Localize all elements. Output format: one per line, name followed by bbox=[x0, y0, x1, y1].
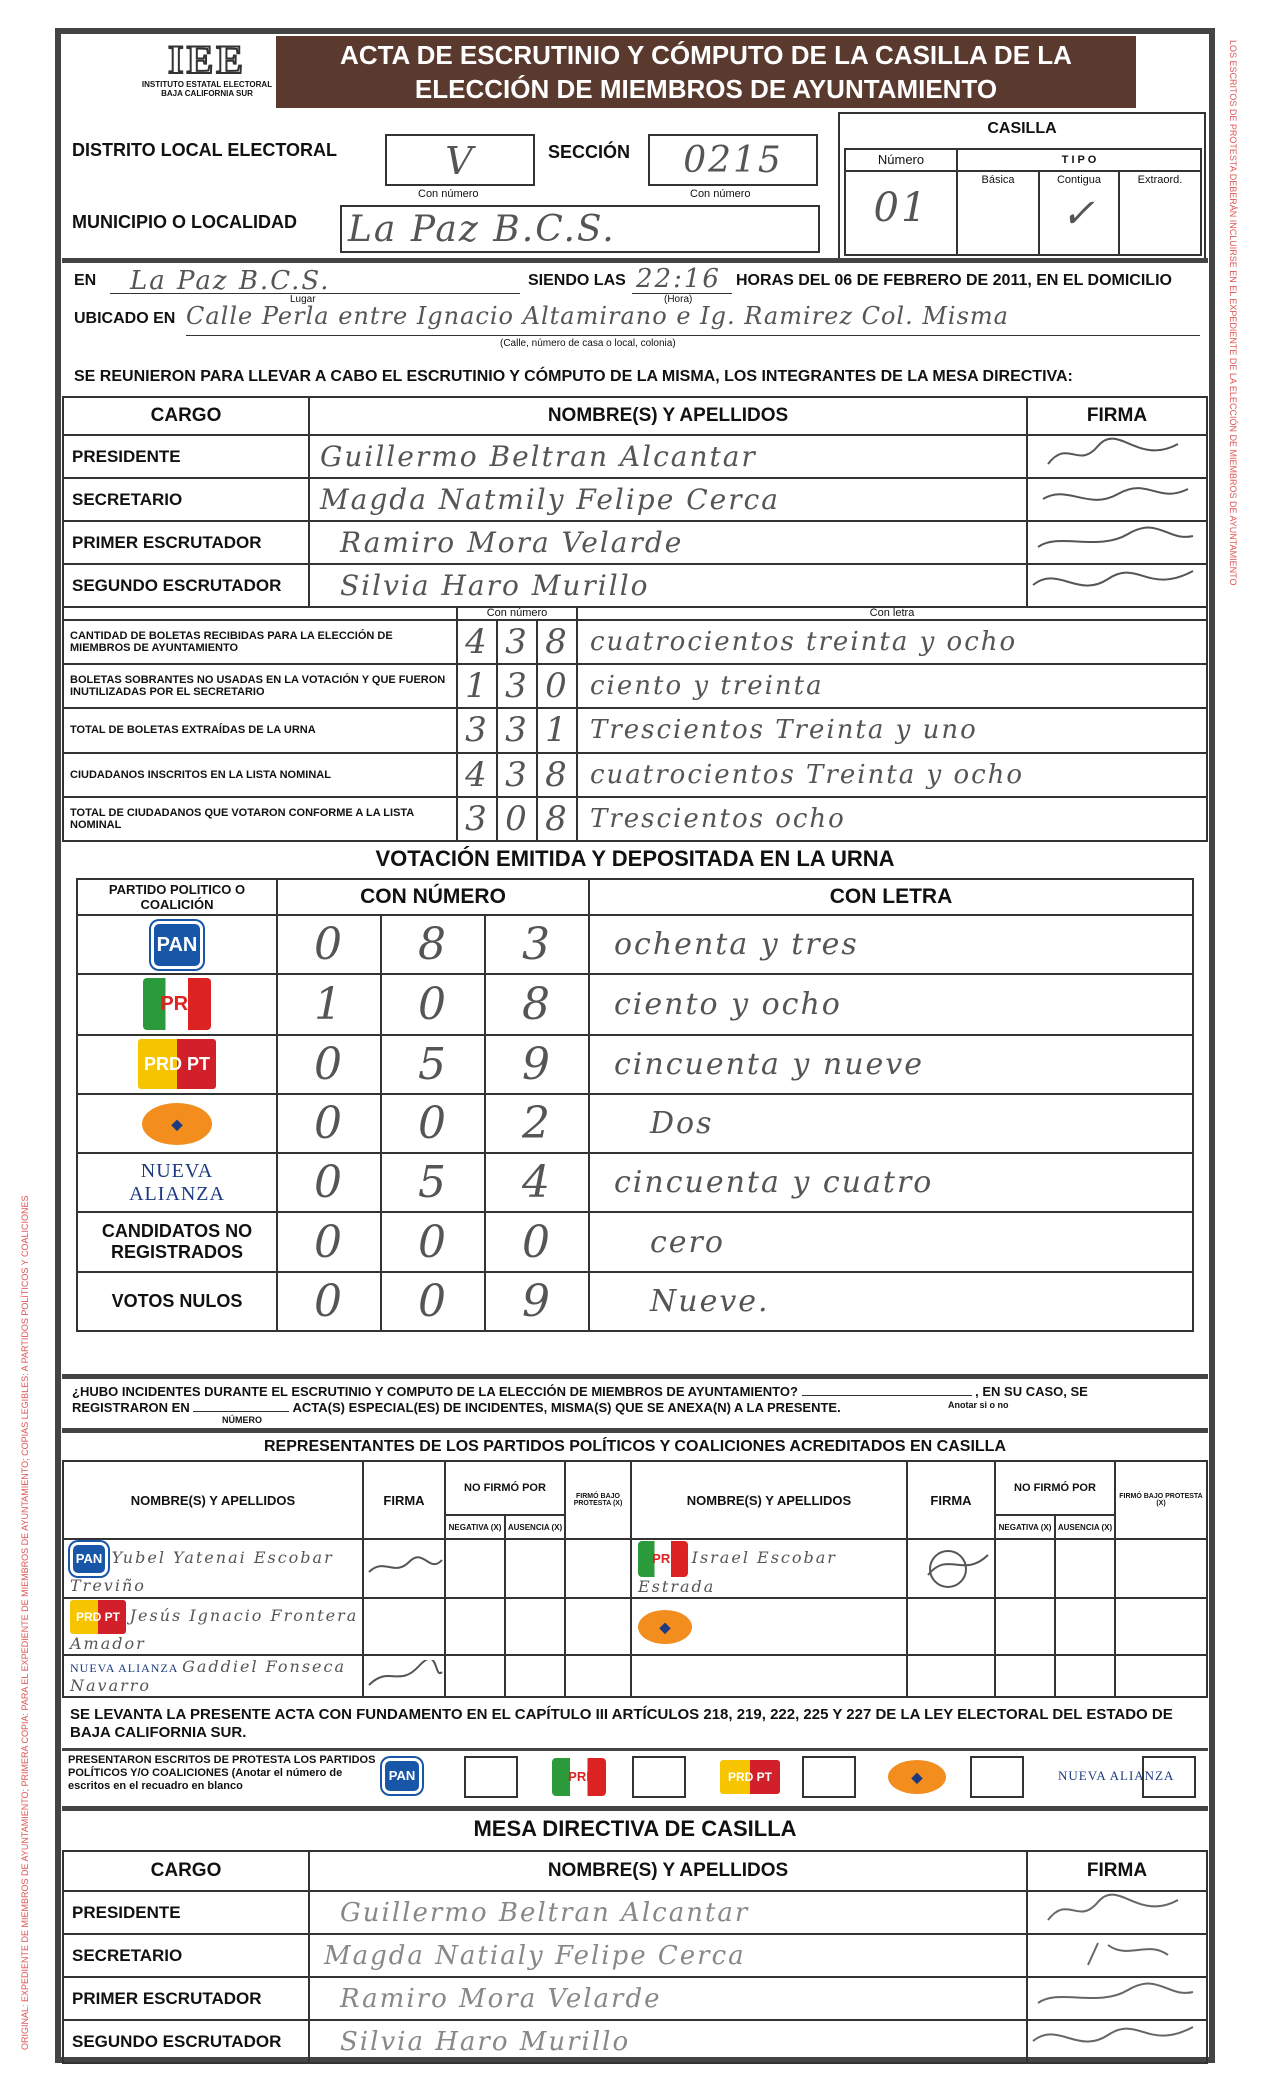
votos-pri-letra: ciento y ocho bbox=[589, 974, 1193, 1034]
prd-pt-logo-icon: PRD PT bbox=[138, 1039, 216, 1089]
rep-firma-prd bbox=[363, 1598, 445, 1655]
mesa2-title: MESA DIRECTIVA DE CASILLA bbox=[473, 1816, 797, 1841]
rep-prot-prd bbox=[565, 1598, 631, 1655]
signature-icon bbox=[1028, 1892, 1198, 1928]
boletas-d3-sobrantes: 0 bbox=[537, 664, 577, 708]
municipio-box bbox=[340, 205, 820, 253]
distrito-label: DISTRITO LOCAL ELECTORAL bbox=[72, 140, 338, 160]
boletas-letra-extraidas: Trescientos Treinta y uno bbox=[577, 708, 1207, 752]
mesa2-table bbox=[62, 1850, 1208, 2064]
rep-empty-aus bbox=[1055, 1655, 1115, 1697]
mesa-nombres-header: NOMBRE(S) Y APELLIDOS bbox=[309, 397, 1027, 435]
casilla-title: CASILLA bbox=[987, 120, 1057, 137]
firma-secretario bbox=[1027, 478, 1207, 521]
mesa2-firma-segundo bbox=[1027, 2020, 1207, 2063]
nueva-alianza-logo-icon: NUEVA ALIANZA bbox=[1058, 1768, 1175, 1783]
hora-value: 22:16 bbox=[636, 264, 721, 294]
horas-text: HORAS DEL 06 DE FEBRERO DE 2011, EN EL DOMICILIO bbox=[736, 272, 1172, 289]
votos-noreg-letra: cero bbox=[589, 1212, 1193, 1271]
rep-firma-pri bbox=[907, 1539, 995, 1598]
rep-row-pri bbox=[631, 1539, 907, 1598]
votos-nulos-d2: 0 bbox=[381, 1272, 485, 1331]
mesa2-cargo-presidente: PRESIDENTE bbox=[63, 1891, 309, 1934]
calle-hint: (Calle, número de casa o local, colonia) bbox=[500, 338, 676, 349]
reps-negativa-right: NEGATIVA (X) bbox=[995, 1515, 1055, 1539]
rep-neg-pri bbox=[995, 1539, 1055, 1598]
rep-firma-conv bbox=[907, 1598, 995, 1655]
reps-protesta-left: FIRMÓ BAJO PROTESTA (X) bbox=[565, 1461, 631, 1539]
mesa2-cargo-segundo: SEGUNDO ESCRUTADOR bbox=[63, 2020, 309, 2063]
rep-prot-na bbox=[565, 1655, 631, 1697]
mesa2-cargo-header: CARGO bbox=[63, 1851, 309, 1891]
reps-ausencia-right: AUSENCIA (X) bbox=[1055, 1515, 1115, 1539]
rep-row-pan bbox=[63, 1539, 363, 1598]
incidentes-question: ¿HUBO INCIDENTES DURANTE EL ESCRUTINIO Y COMPUTO DE LA ELECCIÓN DE MIEMBROS DE AYUNTAMIENTO? bbox=[72, 1384, 798, 1399]
boletas-d3-recibidas: 8 bbox=[537, 620, 577, 664]
votacion-letra-header: CON LETRA bbox=[589, 879, 1193, 915]
signature-icon bbox=[1028, 436, 1198, 472]
boletas-d1-sobrantes: 1 bbox=[457, 664, 497, 708]
municipio-value: La Paz B.C.S. bbox=[348, 209, 616, 250]
votos-conv-d2: 0 bbox=[381, 1094, 485, 1153]
votos-pri-d3: 8 bbox=[485, 974, 589, 1034]
pan-logo-icon: PAN bbox=[70, 1542, 108, 1576]
boletas-label-extraidas: TOTAL DE BOLETAS EXTRAÍDAS DE LA URNA bbox=[63, 708, 457, 752]
mesa2-firma-primer bbox=[1027, 1977, 1207, 2020]
rep-prot-pri bbox=[1115, 1539, 1207, 1598]
casilla-box bbox=[838, 112, 1206, 260]
rep-nombre-pan: Yubel Yatenai Escobar Treviño bbox=[70, 1548, 334, 1596]
reps-nombres-left: NOMBRE(S) Y APELLIDOS bbox=[63, 1461, 363, 1539]
mesa-firma-header: FIRMA bbox=[1027, 397, 1207, 435]
mesa2-cargo-primer: PRIMER ESCRUTADOR bbox=[63, 1977, 309, 2020]
boletas-d3-inscritos: 8 bbox=[537, 753, 577, 797]
mesa-cargo-secretario: SECRETARIO bbox=[63, 478, 309, 521]
mesa-cargo-header: CARGO bbox=[63, 397, 309, 435]
side-note-left: ORIGINAL: EXPEDIENTE DE MIEMBROS DE AYUNTAMIENTO; PRIMERA COPIA: PARA EL EXPEDIENTE DE MIEMBROS DE AYUNTAMIENTO; COPIAS LEGIBLES: A PARTIDOS POLÍTICOS Y COALICIONES bbox=[20, 1195, 30, 2050]
tipo-basica: Básica bbox=[958, 172, 1040, 254]
pri-logo-icon: PRI bbox=[638, 1541, 688, 1577]
title-line-1: ACTA DE ESCRUTINIO Y CÓMPUTO DE LA CASILLA DE LA bbox=[340, 40, 1072, 70]
boletas-label-sobrantes: BOLETAS SOBRANTES NO USADAS EN LA VOTACIÓN Y QUE FUERON INUTILIZADAS POR EL SECRETARIO bbox=[63, 664, 457, 708]
votos-prd-letra: cincuenta y nueve bbox=[589, 1035, 1193, 1094]
votos-prd-d2: 5 bbox=[381, 1035, 485, 1094]
incidentes-registraron: REGISTRARON EN bbox=[72, 1400, 190, 1415]
hora-hint: (Hora) bbox=[664, 294, 693, 305]
mesa-cargo-primer: PRIMER ESCRUTADOR bbox=[63, 521, 309, 564]
boletas-letra-recibidas: cuatrocientos treinta y ocho bbox=[577, 620, 1207, 664]
casilla-numero-value: 01 bbox=[873, 185, 929, 231]
prd-pt-logo-icon: PRD PT bbox=[720, 1760, 780, 1794]
votos-noreg-d1: 0 bbox=[277, 1212, 381, 1271]
ubicado-line bbox=[186, 302, 1200, 336]
rep-row-conv bbox=[631, 1598, 907, 1655]
reps-nombres-right: NOMBRE(S) Y APELLIDOS bbox=[631, 1461, 907, 1539]
boletas-letra-sobrantes: ciento y treinta bbox=[577, 664, 1207, 708]
votos-noreg-d3: 0 bbox=[485, 1212, 589, 1271]
party-prd-pt bbox=[77, 1035, 277, 1094]
nulos-label: VOTOS NULOS bbox=[77, 1272, 277, 1331]
votos-na-d1: 0 bbox=[277, 1153, 381, 1212]
votos-nulos-letra: Nueve. bbox=[589, 1272, 1193, 1331]
reps-protesta-right: FIRMÓ BAJO PROTESTA (X) bbox=[1115, 1461, 1207, 1539]
protesta-box-na[interactable] bbox=[1142, 1756, 1196, 1798]
reps-title: REPRESENTANTES DE LOS PARTIDOS POLÍTICOS Y COALICIONES ACREDITADOS EN CASILLA bbox=[264, 1438, 1006, 1455]
firma-segundo bbox=[1027, 564, 1207, 607]
reunieron-text: SE REUNIERON PARA LLEVAR A CABO EL ESCRUTINIO Y CÓMPUTO DE LA MISMA, LOS INTEGRANTES DE LA MESA DIRECTIVA: bbox=[74, 368, 1073, 385]
rep-nombre-prd: Jesús Ignacio Frontera Amador bbox=[70, 1606, 359, 1654]
municipio-label: MUNICIPIO O LOCALIDAD bbox=[72, 212, 297, 232]
votos-pan-d3: 3 bbox=[485, 915, 589, 974]
votos-pan-d1: 0 bbox=[277, 915, 381, 974]
mesa-cargo-presidente: PRESIDENTE bbox=[63, 435, 309, 478]
boletas-d2-inscritos: 3 bbox=[497, 753, 537, 797]
reps-firma-left: FIRMA bbox=[363, 1461, 445, 1539]
boletas-blank bbox=[63, 606, 457, 620]
incidentes-su-caso: , EN SU CASO, SE bbox=[975, 1384, 1088, 1399]
signature-icon bbox=[1028, 1935, 1198, 1971]
siendo-label: SIENDO LAS bbox=[528, 272, 626, 289]
incidentes-numero-hint: NÚMERO bbox=[222, 1415, 262, 1425]
mesa-nombre-secretario: Magda Natmily Felipe Cerca bbox=[309, 478, 1027, 521]
boletas-d3-extraidas: 1 bbox=[537, 708, 577, 752]
votacion-title: VOTACIÓN EMITIDA Y DEPOSITADA EN LA URNA bbox=[375, 846, 895, 871]
pri-logo-icon: PRI bbox=[552, 1758, 606, 1796]
mesa2-firma-presidente bbox=[1027, 1891, 1207, 1934]
rep-row-prd bbox=[63, 1598, 363, 1655]
signature-icon bbox=[908, 1545, 994, 1589]
votos-pan-letra: ochenta y tres bbox=[589, 915, 1193, 974]
reps-ausencia-left: AUSENCIA (X) bbox=[505, 1515, 565, 1539]
distrito-box bbox=[385, 134, 535, 186]
votos-na-d3: 4 bbox=[485, 1153, 589, 1212]
rep-empty-firma bbox=[907, 1655, 995, 1697]
votos-noreg-d2: 0 bbox=[381, 1212, 485, 1271]
casilla-inner bbox=[844, 148, 1202, 256]
votos-conv-letra: Dos bbox=[589, 1094, 1193, 1153]
rep-nombre-na: Gaddiel Fonseca Navarro bbox=[70, 1657, 347, 1696]
boletas-d2-recibidas: 3 bbox=[497, 620, 537, 664]
rep-firma-na bbox=[363, 1655, 445, 1697]
votacion-table bbox=[76, 878, 1194, 1332]
protesta-box-pan[interactable] bbox=[464, 1756, 518, 1798]
boletas-d3-votaron: 8 bbox=[537, 797, 577, 841]
lugar-hint: Lugar bbox=[290, 294, 316, 305]
mesa2-nombre-secretario: Magda Natialy Felipe Cerca bbox=[309, 1934, 1027, 1977]
votacion-numero-header: CON NÚMERO bbox=[277, 879, 589, 915]
reps-nofirmo-left: NO FIRMÓ POR bbox=[445, 1461, 565, 1515]
tipo-contigua-label: Contigua bbox=[1056, 174, 1102, 186]
nueva-alianza-logo-icon: NUEVA ALIANZA bbox=[129, 1159, 225, 1205]
reps-nofirmo-right: NO FIRMÓ POR bbox=[995, 1461, 1115, 1515]
mesa-nombre-segundo: Silvia Haro Murillo bbox=[309, 564, 1027, 607]
rep-empty-prot bbox=[1115, 1655, 1207, 1697]
logo-mark: IEE bbox=[168, 37, 246, 82]
incidentes-line-1 bbox=[72, 1384, 1088, 1399]
iee-logo bbox=[112, 37, 302, 110]
divider-mesa2 bbox=[62, 1806, 1208, 1811]
firma-presidente bbox=[1027, 435, 1207, 478]
divider-1 bbox=[62, 258, 1208, 263]
boletas-label-votaron: TOTAL DE CIUDADANOS QUE VOTARON CONFORME A LA LISTA NOMINAL bbox=[63, 797, 457, 841]
boletas-d2-extraidas: 3 bbox=[497, 708, 537, 752]
title-banner bbox=[276, 36, 1136, 108]
signature-icon bbox=[1028, 2021, 1198, 2057]
mesa2-cargo-secretario: SECRETARIO bbox=[63, 1934, 309, 1977]
rep-nombre-pri: Israel Escobar Estrada bbox=[638, 1548, 837, 1597]
distrito-value: V bbox=[445, 139, 475, 183]
protesta-text: PRESENTARON ESCRITOS DE PROTESTA LOS PARTIDOS POLÍTICOS Y/O COALICIONES (Anotar el número de escritos en el recuadro en blanco bbox=[68, 1754, 376, 1792]
mesa-nombre-primer: Ramiro Mora Velarde bbox=[309, 521, 1027, 564]
rep-aus-conv bbox=[1055, 1598, 1115, 1655]
ubicado-label: UBICADO EN bbox=[74, 310, 176, 327]
rep-aus-prd bbox=[505, 1598, 565, 1655]
boletas-d1-recibidas: 4 bbox=[457, 620, 497, 664]
votos-conv-d3: 2 bbox=[485, 1094, 589, 1153]
fundamento-text: SE LEVANTA LA PRESENTE ACTA CON FUNDAMENTO EN EL CAPÍTULO III ARTÍCULOS 218, 219, 222, 225 Y 227 DE LA LEY ELECTORAL DEL ESTADO DE BAJA CALIFORNIA SUR. bbox=[70, 1706, 1173, 1741]
mesa-cargo-segundo: SEGUNDO ESCRUTADOR bbox=[63, 564, 309, 607]
boletas-table bbox=[62, 606, 1208, 842]
boletas-d2-sobrantes: 3 bbox=[497, 664, 537, 708]
pri-logo-icon: PRI bbox=[143, 978, 211, 1030]
rep-aus-pan bbox=[505, 1539, 565, 1598]
boletas-con-letra: Con letra bbox=[577, 606, 1207, 620]
mesa2-firma-header: FIRMA bbox=[1027, 1851, 1207, 1891]
boletas-label-recibidas: CANTIDAD DE BOLETAS RECIBIDAS PARA LA ELECCIÓN DE MIEMBROS DE AYUNTAMIENTO bbox=[63, 620, 457, 664]
protesta-box-conv[interactable] bbox=[970, 1756, 1024, 1798]
no-registrados-label: CANDIDATOS NO REGISTRADOS bbox=[77, 1212, 277, 1271]
contigua-check: ✓ bbox=[1061, 191, 1097, 237]
firma-primer bbox=[1027, 521, 1207, 564]
incidentes-answer-line bbox=[802, 1395, 972, 1396]
signature-icon bbox=[1028, 522, 1198, 558]
votos-pan-d2: 8 bbox=[381, 915, 485, 974]
rep-empty-neg bbox=[995, 1655, 1055, 1697]
header bbox=[62, 34, 1208, 112]
votos-nulos-d3: 9 bbox=[485, 1272, 589, 1331]
party-pri bbox=[77, 974, 277, 1034]
nueva-alianza-logo-icon: NUEVA ALIANZA bbox=[70, 1661, 179, 1676]
party-nueva-alianza bbox=[77, 1153, 277, 1212]
votos-na-letra: cincuenta y cuatro bbox=[589, 1153, 1193, 1212]
rep-row-na bbox=[63, 1655, 363, 1697]
mesa2-firma-secretario bbox=[1027, 1934, 1207, 1977]
votos-pri-d1: 1 bbox=[277, 974, 381, 1034]
incidentes-line-2 bbox=[72, 1400, 841, 1415]
reps-table bbox=[62, 1460, 1208, 1698]
boletas-con-numero: Con número bbox=[457, 606, 577, 620]
party-convergencia bbox=[77, 1094, 277, 1153]
hora-line bbox=[632, 264, 732, 294]
votos-na-d2: 5 bbox=[381, 1153, 485, 1212]
mesa2-nombres-header: NOMBRE(S) Y APELLIDOS bbox=[309, 1851, 1027, 1891]
divider-protesta bbox=[62, 1748, 1208, 1751]
boletas-d1-extraidas: 3 bbox=[457, 708, 497, 752]
title-line-2: ELECCIÓN DE MIEMBROS DE AYUNTAMIENTO bbox=[414, 74, 998, 104]
protesta-row bbox=[382, 1754, 1202, 1800]
logo-sub1: INSTITUTO ESTATAL ELECTORAL bbox=[141, 80, 273, 89]
seccion-value: 0215 bbox=[683, 140, 783, 181]
rep-neg-na bbox=[445, 1655, 505, 1697]
rep-aus-na bbox=[505, 1655, 565, 1697]
side-note-right: LOS ESCRITOS DE PROTESTA DEBERÁN INCLUIRSE EN EL EXPEDIENTE DE LA ELECCIÓN DE MIEMBROS DE AYUNTAMIENTO bbox=[1228, 40, 1238, 586]
rep-neg-conv bbox=[995, 1598, 1055, 1655]
signature-icon bbox=[1028, 479, 1198, 515]
votos-prd-d1: 0 bbox=[277, 1035, 381, 1094]
votacion-partido-header: PARTIDO POLITICO O COALICIÓN bbox=[77, 879, 277, 915]
boletas-label-inscritos: CIUDADANOS INSCRITOS EN LA LISTA NOMINAL bbox=[63, 753, 457, 797]
casilla-numero-label: Número bbox=[846, 150, 956, 172]
seccion-label: SECCIÓN bbox=[548, 142, 631, 162]
boletas-d1-inscritos: 4 bbox=[457, 753, 497, 797]
boletas-letra-inscritos: cuatrocientos Treinta y ocho bbox=[577, 753, 1207, 797]
convergencia-logo-icon: ◆ bbox=[638, 1610, 692, 1644]
prd-pt-logo-icon: PRD PT bbox=[70, 1600, 126, 1634]
reps-negativa-left: NEGATIVA (X) bbox=[445, 1515, 505, 1539]
signature-icon bbox=[364, 1660, 444, 1690]
rep-aus-pri bbox=[1055, 1539, 1115, 1598]
signature-icon bbox=[1028, 1978, 1198, 2014]
ubicado-value: Calle Perla entre Ignacio Altamirano e Ig. Ramirez Col. Misma bbox=[186, 302, 1009, 330]
distrito-con-numero: Con número bbox=[418, 188, 479, 200]
rep-firma-pan bbox=[363, 1539, 445, 1598]
signature-icon bbox=[1028, 565, 1198, 601]
boletas-d1-votaron: 3 bbox=[457, 797, 497, 841]
votos-prd-d3: 9 bbox=[485, 1035, 589, 1094]
boletas-d2-votaron: 0 bbox=[497, 797, 537, 841]
en-value: La Paz B.C.S. bbox=[130, 266, 331, 296]
protesta-box-prd[interactable] bbox=[802, 1756, 856, 1798]
pan-logo-icon: PAN bbox=[151, 921, 203, 969]
tipo-extraord: Extraord. bbox=[1137, 174, 1183, 186]
divider-reps bbox=[62, 1428, 1208, 1433]
mesa2-nombre-primer: Ramiro Mora Velarde bbox=[309, 1977, 1027, 2020]
en-line bbox=[110, 266, 520, 294]
casilla-numero-col bbox=[846, 150, 958, 254]
divider-incidentes bbox=[62, 1374, 1208, 1379]
pan-logo-icon: PAN bbox=[382, 1758, 422, 1794]
mesa2-nombre-segundo: Silvia Haro Murillo bbox=[309, 2020, 1027, 2063]
signature-icon bbox=[364, 1552, 444, 1582]
seccion-con-numero: Con número bbox=[690, 188, 751, 200]
seccion-box bbox=[648, 134, 818, 186]
rep-empty-right bbox=[631, 1655, 907, 1697]
mesa-table bbox=[62, 396, 1208, 608]
reps-firma-right: FIRMA bbox=[907, 1461, 995, 1539]
protesta-box-pri[interactable] bbox=[632, 1756, 686, 1798]
convergencia-logo-icon: ◆ bbox=[142, 1103, 212, 1145]
boletas-letra-votaron: Trescientos ocho bbox=[577, 797, 1207, 841]
tipo-contigua bbox=[1040, 172, 1120, 254]
party-pan bbox=[77, 915, 277, 974]
rep-neg-pan bbox=[445, 1539, 505, 1598]
casilla-tipo-label: T I P O bbox=[958, 150, 1200, 172]
en-label: EN bbox=[74, 272, 97, 289]
rep-prot-conv bbox=[1115, 1598, 1207, 1655]
votos-conv-d1: 0 bbox=[277, 1094, 381, 1153]
incidentes-actas: ACTA(S) ESPECIAL(ES) DE INCIDENTES, MISMA(S) QUE SE ANEXA(N) A LA PRESENTE. bbox=[292, 1400, 841, 1415]
mesa2-nombre-presidente: Guillermo Beltran Alcantar bbox=[309, 1891, 1027, 1934]
rep-neg-prd bbox=[445, 1598, 505, 1655]
incidentes-anotar-hint: Anotar si o no bbox=[948, 1400, 1009, 1410]
votos-pri-d2: 0 bbox=[381, 974, 485, 1034]
rep-prot-pan bbox=[565, 1539, 631, 1598]
mesa-nombre-presidente: Guillermo Beltran Alcantar bbox=[309, 435, 1027, 478]
convergencia-logo-icon: ◆ bbox=[888, 1760, 946, 1794]
votos-nulos-d1: 0 bbox=[277, 1272, 381, 1331]
logo-sub2: BAJA CALIFORNIA SUR bbox=[161, 89, 253, 98]
incidentes-number-line bbox=[193, 1411, 289, 1412]
